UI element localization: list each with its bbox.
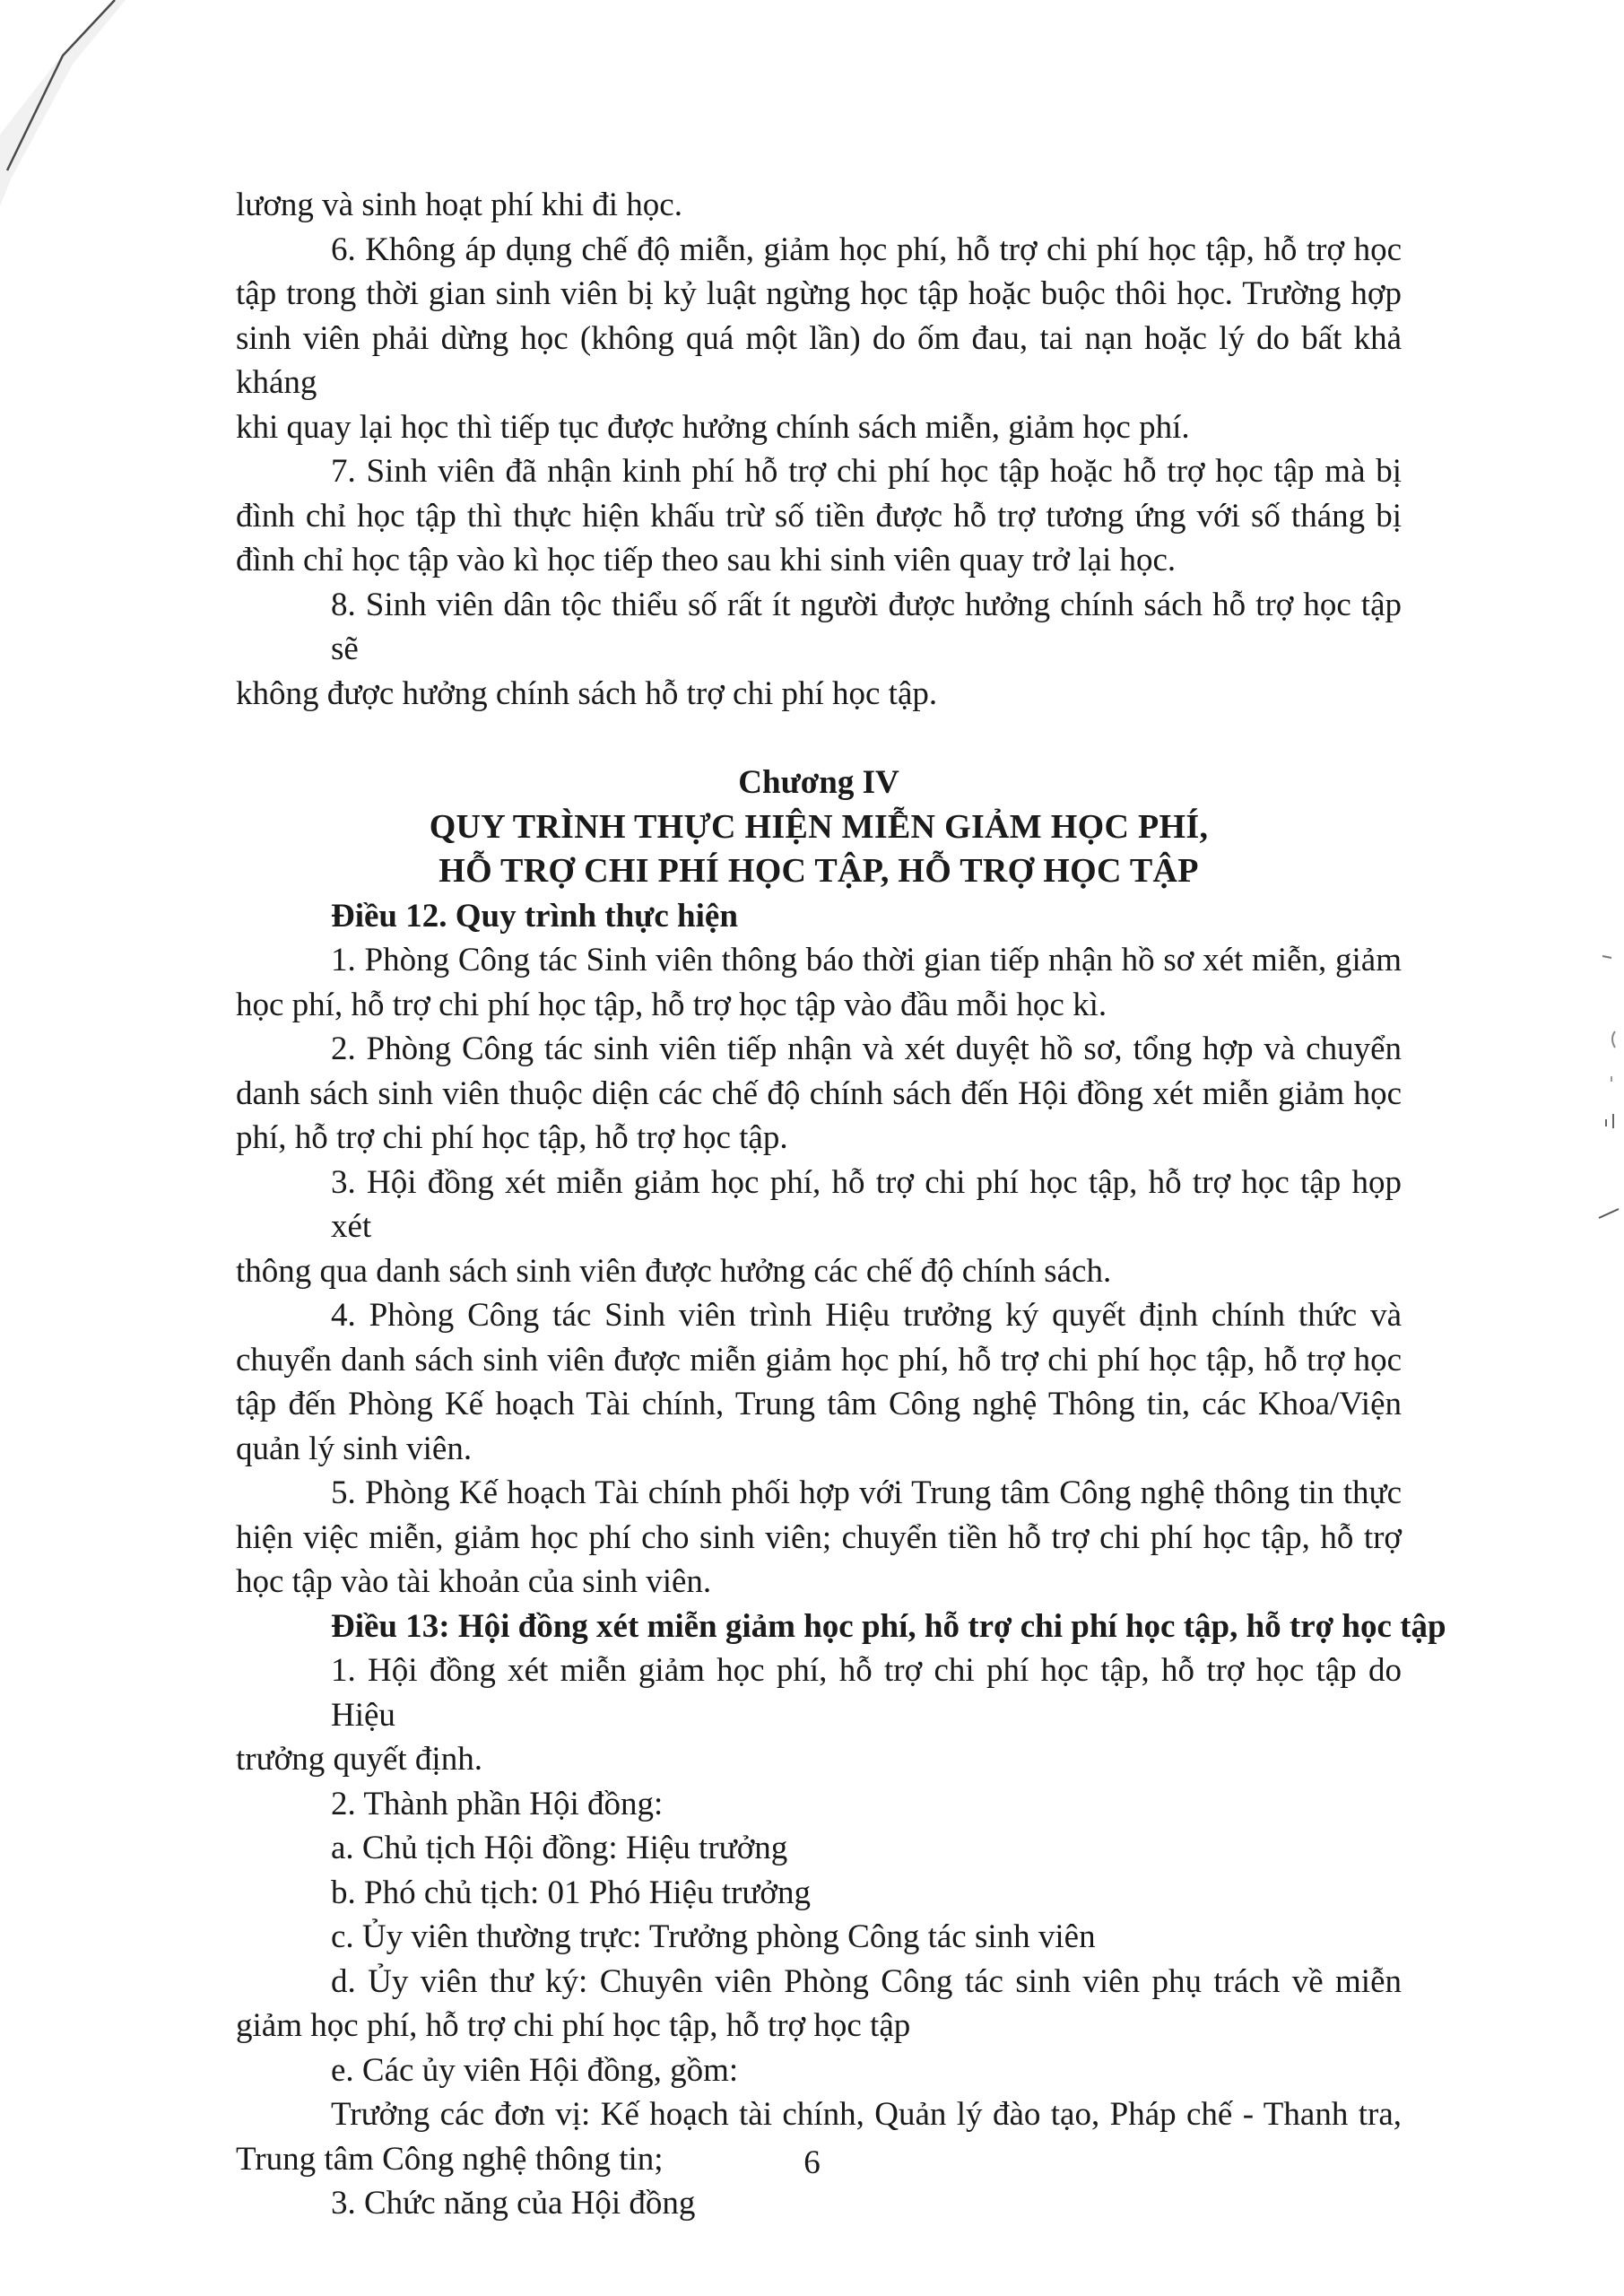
article-12-heading: Điều 12. Quy trình thực hiện [331,897,738,935]
text-line: 3. Hội đồng xét miễn giảm học phí, hỗ trợ chi phí học tập, hỗ trợ học tập họp xét [331,1163,1402,1245]
page-number: 6 [803,2144,821,2181]
text-line: 1. Phòng Công tác Sinh viên thông báo thời gian tiếp nhận hồ sơ xét miễn, giảm [331,942,1402,978]
text-line: lương và sinh hoạt phí khi đi học. [236,187,682,223]
chapter-number: Chương IV [738,764,899,801]
text-line: Trưởng các đơn vị: Kế hoạch tài chính, Quản lý đào tạo, Pháp chế - Thanh tra, [331,2096,1402,2133]
text-line: chuyển danh sách sinh viên được miễn giảm học phí, hỗ trợ chi phí học tập, hỗ trợ học [236,1341,1402,1378]
chapter-title-line-2: HỖ TRỢ CHI PHÍ HỌC TẬP, HỖ TRỢ HỌC TẬP [439,852,1199,890]
text-line: phí, hỗ trợ chi phí học tập, hỗ trợ học tập. [236,1119,788,1156]
text-line: 6. Không áp dụng chế độ miễn, giảm học phí, hỗ trợ chi phí học tập, hỗ trợ học [331,230,1402,268]
text-line: Trung tâm Công nghệ thông tin; [236,2140,664,2178]
text-line: 4. Phòng Công tác Sinh viên trình Hiệu trưởng ký quyết định chính thức và [331,1297,1402,1334]
text-line: c. Ủy viên thường trực: Trưởng phòng Công tác sinh viên [331,1918,1096,1955]
text-line: 7. Sinh viên đã nhận kinh phí hỗ trợ chi phí học tập hoặc hỗ trợ học tập mà bị [331,453,1402,490]
text-line: tập đến Phòng Kế hoạch Tài chính, Trung tâm Công nghệ Thông tin, các Khoa/Viện [236,1386,1402,1422]
text-line: học phí, hỗ trợ chi phí học tập, hỗ trợ học tập vào đầu mỗi học kì. [236,986,1107,1023]
chapter-header [236,761,1402,894]
text-line: tập trong thời gian sinh viên bị kỷ luật ngừng học tập hoặc buộc thôi học. Trường hợp [236,275,1402,312]
text-line: danh sách sinh viên thuộc diện các chế độ chính sách đến Hội đồng xét miễn giảm học [236,1074,1402,1112]
scan-margin-marks [1592,942,1624,1229]
text-line: quản lý sinh viên. [236,1430,473,1467]
text-line: a. Chủ tịch Hội đồng: Hiệu trưởng [331,1830,788,1866]
document-body [236,183,1446,2226]
text-line: 2. Phòng Công tác sinh viên tiếp nhận và xét duyệt hồ sơ, tổng hợp và chuyển [331,1031,1402,1067]
text-line: 3. Chức năng của Hội đồng [331,2185,696,2222]
text-line: b. Phó chủ tịch: 01 Phó Hiệu trưởng [331,1874,811,1911]
text-line: khi quay lại học thì tiếp tục được hưởng chính sách miễn, giảm học phí. [236,408,1190,446]
text-line: 1. Hội đồng xét miễn giảm học phí, hỗ trợ chi phí học tập, hỗ trợ học tập do Hiệu [331,1652,1402,1734]
text-line: giảm học phí, hỗ trợ chi phí học tập, hỗ trợ học tập [236,2007,911,2044]
scan-edge-mark [0,0,126,215]
text-line: học tập vào tài khoản của sinh viên. [236,1563,712,1600]
text-line: 8. Sinh viên dân tộc thiểu số rất ít người được hưởng chính sách hỗ trợ học tập sẽ [331,586,1402,667]
paragraph-block-2 [236,894,1446,2226]
chapter-title-line-1: QUY TRÌNH THỰC HIỆN MIỄN GIẢM HỌC PHÍ, [429,807,1209,846]
text-line: không được hưởng chính sách hỗ trợ chi phí học tập. [236,674,938,712]
text-line: thông qua danh sách sinh viên được hưởng các chế độ chính sách. [236,1252,1112,1290]
text-line: e. Các ủy viên Hội đồng, gồm: [331,2051,739,2089]
text-line: trưởng quyết định. [236,1741,482,1778]
text-line: d. Ủy viên thư ký: Chuyên viên Phòng Công tác sinh viên phụ trách về miễn [331,1962,1402,2000]
text-line: hiện việc miễn, giảm học phí cho sinh viên; chuyển tiền hỗ trợ chi phí học tập, hỗ trợ [236,1518,1402,1556]
text-line: đình chỉ học tập vào kì học tiếp theo sau khi sinh viên quay trở lại học. [236,542,1177,578]
paragraph-block-1 [236,183,1402,716]
text-line: sinh viên phải dừng học (không quá một lần) do ốm đau, tai nạn hoặc lý do bất khả kháng [236,319,1402,401]
article-13-heading: Điều 13: Hội đồng xét miễn giảm học phí, hỗ trợ chi phí học tập, hỗ trợ học tập [331,1607,1446,1645]
text-line: 5. Phòng Kế hoạch Tài chính phối hợp với Trung tâm Công nghệ thông tin thực [331,1474,1402,1511]
text-line: 2. Thành phần Hội đồng: [331,1785,664,1822]
text-line: đình chỉ học tập thì thực hiện khấu trừ số tiền được hỗ trợ tương ứng với số tháng bị [236,497,1402,535]
